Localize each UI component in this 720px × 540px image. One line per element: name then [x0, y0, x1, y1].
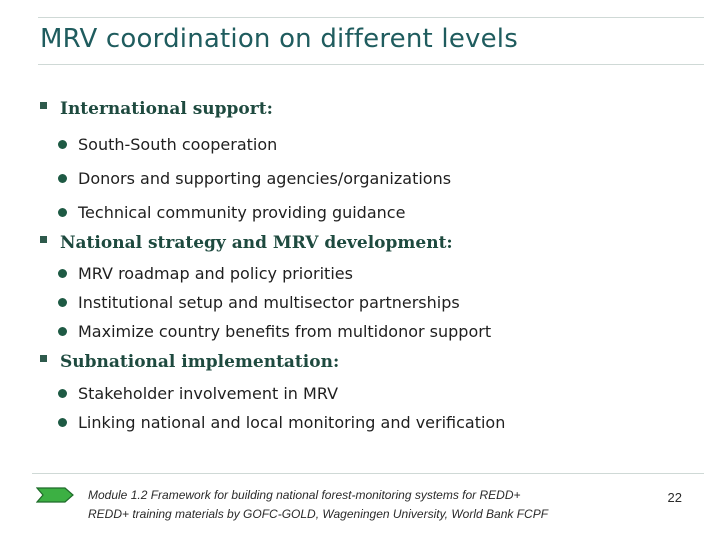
list-item-text: MRV roadmap and policy priorities [78, 264, 353, 283]
round-bullet-icon [58, 298, 67, 307]
footer-module-line: Module 1.2 Framework for building national forest-monitoring systems for REDD+ [88, 488, 521, 502]
list-item-text: Stakeholder involvement in MRV [78, 384, 339, 403]
round-bullet-icon [58, 389, 67, 398]
title-divider [38, 64, 704, 65]
list-item-text: South-South cooperation [78, 135, 278, 154]
list-item-text: Linking national and local monitoring and verification [78, 413, 506, 432]
section-heading: International support: [60, 99, 273, 119]
section-heading: Subnational implementation: [60, 352, 340, 372]
list-item-text: Technical community providing guidance [78, 203, 406, 222]
round-bullet-icon [58, 418, 67, 427]
round-bullet-icon [58, 208, 67, 217]
section-heading: National strategy and MRV development: [60, 233, 453, 253]
list-item-text: Maximize country benefits from multidonor support [78, 322, 492, 341]
page-number: 22 [667, 490, 682, 505]
round-bullet-icon [58, 327, 67, 336]
list-item-text: Institutional setup and multisector partnerships [78, 293, 460, 312]
square-bullet-icon [40, 355, 47, 362]
square-bullet-icon [40, 236, 47, 243]
footer-divider [32, 473, 704, 474]
list-item-text: Donors and supporting agencies/organizations [78, 169, 452, 188]
top-divider [38, 17, 704, 18]
round-bullet-icon [58, 174, 67, 183]
footer-credits-line: REDD+ training materials by GOFC-GOLD, Wageningen University, World Bank FCPF [88, 507, 549, 521]
round-bullet-icon [58, 140, 67, 149]
arrow-chevron-icon [36, 487, 74, 503]
round-bullet-icon [58, 269, 67, 278]
square-bullet-icon [40, 102, 47, 109]
slide-title: MRV coordination on different levels [40, 24, 518, 54]
